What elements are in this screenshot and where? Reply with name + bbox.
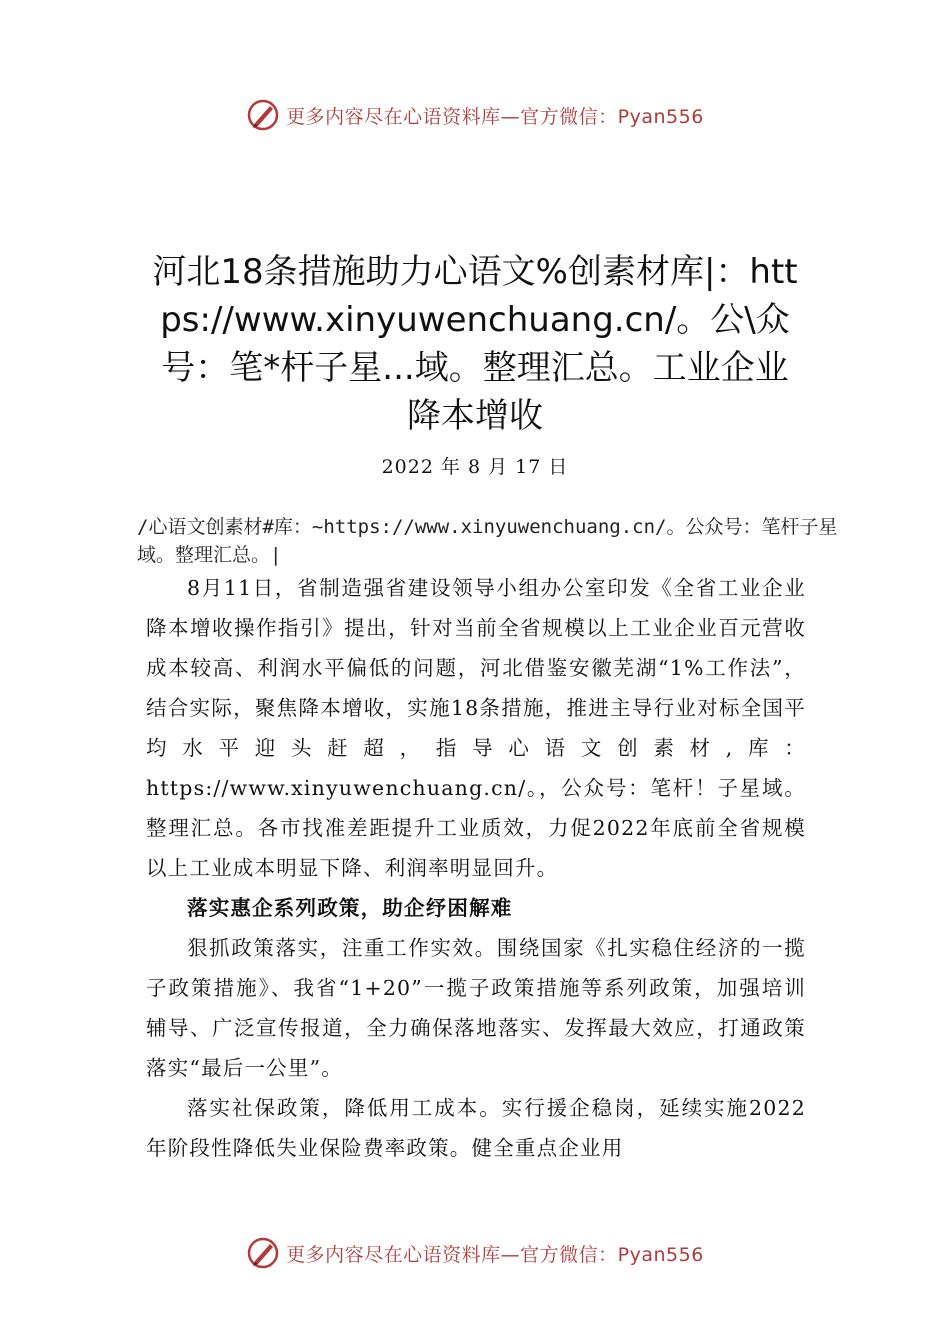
header-banner-text: 更多内容尽在心语资料库—官方微信：Pyan556 <box>286 105 704 128</box>
pen-seal-icon <box>246 1236 280 1270</box>
paragraph: 落实社保政策，降低用工成本。实行援企稳岗，延续实施2022年阶段性降低失业保险费率政策。健全重点企业用 <box>146 1096 806 1160</box>
document-body <box>146 568 806 1168</box>
section-heading: 落实惠企系列政策，助企纾困解难 <box>187 896 513 920</box>
footer-banner-text: 更多内容尽在心语资料库—官方微信：Pyan556 <box>286 1243 704 1266</box>
footer-banner <box>0 1233 950 1273</box>
header-banner <box>0 95 950 135</box>
document-date: 2022 年 8 月 17 日 <box>381 456 569 478</box>
watermark-line: /心语文创素材#库：~https://www.xinyuwenchuang.cn/。公众号：笔杆子星域。整理汇总。| <box>137 516 838 566</box>
paragraph: 狠抓政策落实，注重工作实效。围绕国家《扎实稳住经济的一揽子政策措施》、我省“1+20”一揽子政策措施等系列政策，加强培训辅导、广泛宣传报道，全力确保落地落实、发挥最大效应，打通政策落实“最后一公里”。 <box>146 936 806 1080</box>
paragraph: 8月11日，省制造强省建设领导小组办公室印发《全省工业企业降本增收操作指引》提出，针对当前全省规模以上工业企业百元营收成本较高、利润水平偏低的问题，河北借鉴安徽芜湖“1%工作法”，结合实际，聚焦降本增收，实施18条措施，推进主导行业对标全国平均水平迎头赶超，指导心语文创素材,库：https://www.xinyuwenchuang.cn/。，公众号：笔杆！子星域。整理汇总。各市找准差距提升工业质效，力促2022年底前全省规模以上工业成本明显下降、利润率明显回升。 <box>146 576 806 880</box>
document-title: 河北18条措施助力心语文%创素材库|：https://www.xinyuwenchuang.cn/。公\众号：笔*杆子星...域。整理汇总。工业企业降本增收 <box>152 252 798 436</box>
pen-seal-icon <box>246 98 280 132</box>
